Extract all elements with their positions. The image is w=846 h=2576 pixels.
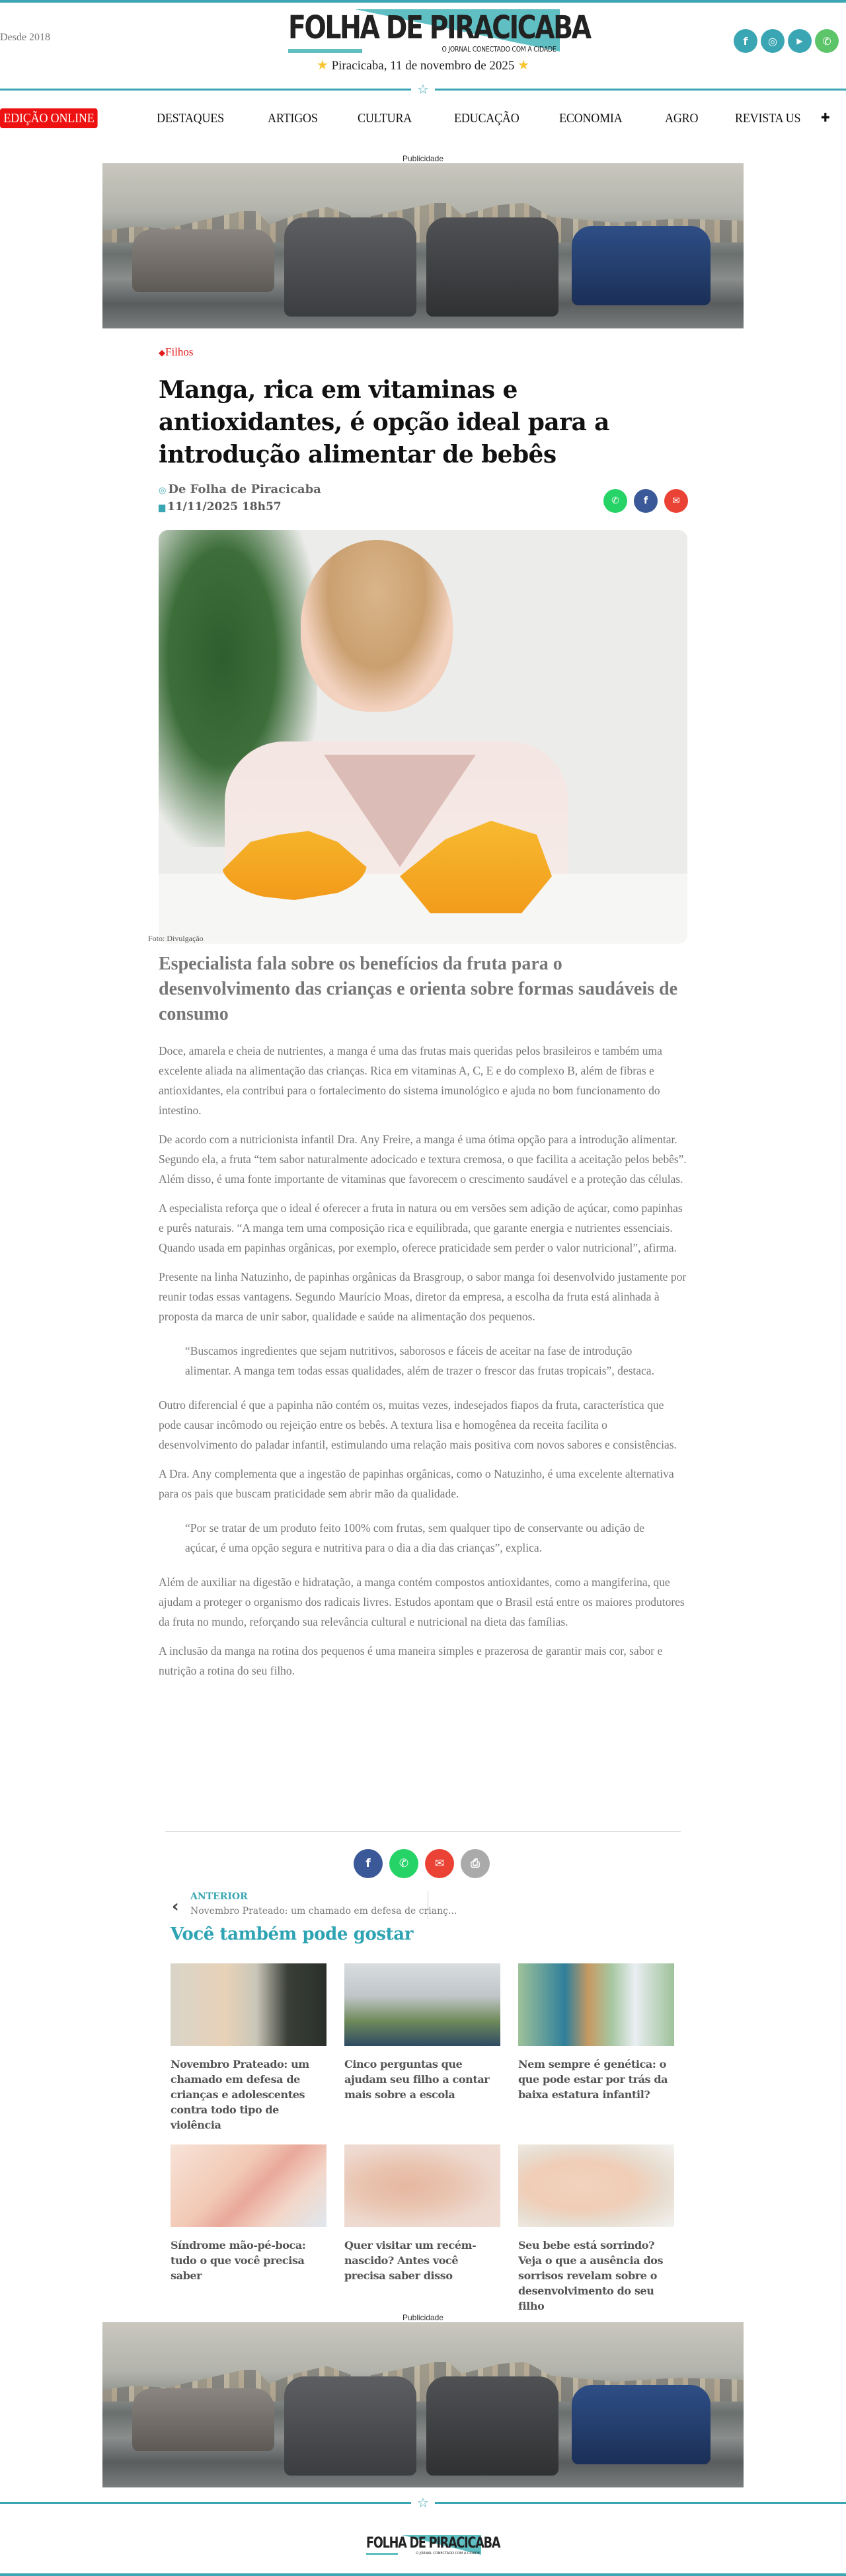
image-caption: Foto: Divulgação — [148, 934, 204, 943]
ad-car — [426, 217, 558, 317]
logo-tagline: O JORNAL CONECTADO COM A CIDADE — [416, 2552, 480, 2556]
baby-head — [301, 540, 453, 712]
related-thumbnail — [518, 1963, 674, 2046]
article-end-divider — [165, 1831, 681, 1832]
logo-tagline: O JORNAL CONECTADO COM A CIDADE — [442, 45, 556, 54]
related-title: Síndrome mão-pé-boca: tudo o que você precisa saber — [171, 2239, 306, 2282]
email-share-icon[interactable]: ✉ — [425, 1849, 454, 1878]
related-card[interactable] — [344, 1963, 500, 2133]
article-title: Manga, rica em vitaminas e antioxidantes, é opção ideal para a introdução alimentar de bebês — [159, 376, 609, 469]
related-card[interactable] — [171, 2144, 327, 2314]
logo-bar — [366, 2553, 398, 2555]
related-grid-row — [171, 2144, 674, 2314]
nav-artigos[interactable]: ARTIGOS — [268, 111, 318, 126]
related-thumbnail — [518, 2144, 674, 2227]
ad-banner-bottom[interactable] — [102, 2322, 744, 2487]
related-title: Seu bebe está sorrindo? Veja o que a ausência dos sorrisos revelam sobre o desenvolvimento do seu filho — [518, 2239, 664, 2312]
logo-name: FOLHA DE PIRACICABA — [288, 9, 590, 46]
ad-car — [572, 226, 711, 305]
print-icon[interactable]: ⎙ — [461, 1849, 490, 1878]
related-title: Novembro Prateado: um chamado em defesa de crianças e adolescentes contra todo tipo de violência — [171, 2058, 309, 2131]
whatsapp-share-icon[interactable]: ✆ — [603, 489, 627, 513]
ad-label: Publicidade — [402, 2313, 444, 2322]
whatsapp-share-icon[interactable]: ✆ — [389, 1849, 418, 1878]
ad-car — [426, 2376, 558, 2476]
previous-post-link[interactable] — [171, 1891, 457, 1919]
ad-car — [132, 2388, 274, 2451]
nav-cultura[interactable]: CULTURA — [358, 111, 412, 126]
star-icon: ★ — [316, 58, 328, 73]
related-grid-row — [171, 1963, 674, 2133]
dateline-text: Piracicaba, 11 de novembro de 2025 — [331, 59, 515, 73]
related-card[interactable] — [518, 1963, 674, 2133]
date-text: 11/11/2025 18h57 — [167, 500, 282, 513]
star-outline-icon: ☆ — [411, 2495, 435, 2511]
ad-car — [284, 217, 416, 317]
blockquote: “Por se tratar de um produto feito 100% com frutas, sem qualquer tipo de conservante ou adição de açúcar, é uma opção segura e nutritiva para o dia a dia das crianças”, explica. — [185, 1521, 644, 1554]
facebook-share-icon[interactable]: f — [354, 1849, 383, 1878]
social-links — [734, 29, 839, 53]
previous-label: ANTERIOR — [190, 1891, 248, 1902]
publish-date — [159, 500, 282, 513]
tag-icon: ◆ — [159, 348, 165, 358]
paragraph: Além de auxiliar na digestão e hidratação, a manga contém compostos antioxidantes, como a mangiferina, que ajudam a proteger o organismo dos radicais livres. Estudos apontam que o Brasil está entre os maiores produtores da fruta no mundo, reforçando sua relevância cultural e nutricional na dieta das famílias. — [159, 1575, 685, 1628]
related-card[interactable] — [171, 1963, 327, 2133]
nav-revista-us[interactable]: REVISTA US — [735, 111, 801, 126]
main-nav — [0, 108, 846, 128]
facebook-share-icon[interactable]: f — [634, 489, 658, 513]
nav-economia[interactable]: ECONOMIA — [559, 111, 623, 126]
logo-name: FOLHA DE PIRACICABA — [366, 2535, 500, 2552]
related-thumbnail — [171, 2144, 327, 2227]
article-main-image — [159, 530, 687, 944]
byline — [159, 482, 321, 496]
since-label: Desde 2018 — [0, 32, 50, 43]
bottom-accent-bar — [0, 2573, 846, 2576]
footer-logo[interactable] — [365, 2535, 500, 2556]
top-accent-bar — [0, 0, 846, 3]
site-logo[interactable] — [286, 9, 590, 54]
nav-edicao-online[interactable]: EDIÇÃO ONLINE — [0, 108, 98, 128]
related-title: Nem sempre é genética: o que pode estar por trás da baixa estatura infantil? — [518, 2058, 668, 2101]
previous-title: Novembro Prateado: um chamado em defesa de crianç... — [190, 1906, 457, 1916]
ad-car — [284, 2376, 416, 2476]
ad-label: Publicidade — [402, 154, 444, 163]
user-icon: ◎ — [159, 486, 167, 496]
article-subtitle: Especialista fala sobre os benefícios da fruta para o desenvolvimento das crianças e orienta sobre formas saudáveis de consumo — [159, 954, 677, 1024]
paragraph: A inclusão da manga na rotina dos pequenos é uma maneira simples e prazerosa de garantir mais cor, sabor e nutrição a rotina do seu filho. — [159, 1644, 663, 1677]
paragraph: Outro diferencial é que a papinha não contém os, muitas vezes, indesejados fiapos da fruta, característica que pode causar incômodo ou rejeição entre os bebês. A textura lisa e homogênea da receita facilita o desenvolvimento do paladar infantil, estimulando uma relação mais positiva com novos sabores e consistências. — [159, 1398, 677, 1451]
nav-agro[interactable]: AGRO — [665, 111, 699, 126]
article-body — [159, 1041, 687, 1690]
ad-banner-top[interactable] — [102, 163, 744, 328]
share-buttons-top — [603, 489, 688, 513]
instagram-icon[interactable]: ◎ — [761, 29, 785, 53]
related-thumbnail — [171, 1963, 327, 2046]
related-card[interactable] — [344, 2144, 500, 2314]
ad-car — [132, 229, 274, 292]
ad-car — [572, 2385, 711, 2464]
related-heading: Você também pode gostar — [171, 1924, 414, 1944]
dateline — [264, 57, 582, 73]
paragraph: Doce, amarela e cheia de nutrientes, a manga é uma das frutas mais queridas pelos brasileiros e também uma excelente aliada na alimentação das crianças. Rica em vitaminas A, C, E e do complexo B, além de fibras e antioxidantes, ela contribui para o fortalecimento do sistema imunológico e ajuda no bom funcionamento do intestino. — [159, 1044, 662, 1117]
paragraph: A especialista reforça que o ideal é oferecer a fruta in natura ou em versões sem adição de açúcar, como papinhas e purês naturais. “A manga tem uma composição rica e equilibrada, que garante energia e nutrientes essenciais. Quando usada em papinhas orgânicas, por exemplo, oferece praticidade sem perder o valor nutricional”, afirma. — [159, 1201, 683, 1254]
nav-destaques[interactable]: DESTAQUES — [157, 111, 224, 126]
category-label: Filhos — [165, 346, 194, 358]
facebook-icon[interactable]: f — [734, 29, 757, 53]
plus-icon[interactable]: ✚ — [821, 111, 830, 125]
blockquote: “Buscamos ingredientes que sejam nutritivos, saborosos e fáceis de aceitar na fase de introdução alimentar. A manga tem todas essas qualidades, além de trazer o frescor das frutas tropicais”, destaca. — [185, 1344, 654, 1377]
star-icon: ★ — [518, 58, 530, 73]
share-buttons-bottom — [354, 1849, 490, 1878]
related-thumbnail — [344, 2144, 500, 2227]
category-tag[interactable] — [159, 346, 194, 359]
email-share-icon[interactable]: ✉ — [664, 489, 688, 513]
calendar-icon: ▆ — [159, 503, 165, 513]
star-outline-icon: ☆ — [411, 81, 435, 97]
paragraph: De acordo com a nutricionista infantil Dra. Any Freire, a manga é uma ótima opção para a introdução alimentar. Segundo ela, a fruta “tem sabor naturalmente adocicado e textura cremosa, o que facilita a aceitação pelos bebês”. Além disso, é uma fonte importante de vitaminas que favorecem o crescimento saudável e a proteção das células. — [159, 1133, 687, 1186]
whatsapp-icon[interactable]: ✆ — [815, 29, 839, 53]
related-card[interactable] — [518, 2144, 674, 2314]
author: De Folha de Piracicaba — [168, 482, 321, 496]
related-thumbnail — [344, 1963, 500, 2046]
paragraph: A Dra. Any complementa que a ingestão de papinhas orgânicas, como o Natuzinho, é uma excelente alternativa para os pais que buscam praticidade sem abrir mão da qualidade. — [159, 1467, 674, 1500]
related-title: Quer visitar um recém-nascido? Antes você precisa saber disso — [344, 2239, 477, 2282]
chevron-left-icon: ‹ — [172, 1897, 179, 1916]
paragraph: Presente na linha Natuzinho, de papinhas orgânicas da Brasgroup, o sabor manga foi desenvolvido justamente por reunir todas essas vantagens. Segundo Maurício Moas, diretor da empresa, a escolha da fruta está alinhada à proposta da marca de unir sabor, qualidade e saúde na alimentação dos pequenos. — [159, 1270, 687, 1323]
related-title: Cinco perguntas que ajudam seu filho a contar mais sobre a escola — [344, 2058, 490, 2101]
logo-bar — [288, 49, 362, 53]
youtube-icon[interactable]: ▶ — [788, 29, 812, 53]
nav-educacao[interactable]: EDUCAÇÃO — [454, 111, 519, 126]
